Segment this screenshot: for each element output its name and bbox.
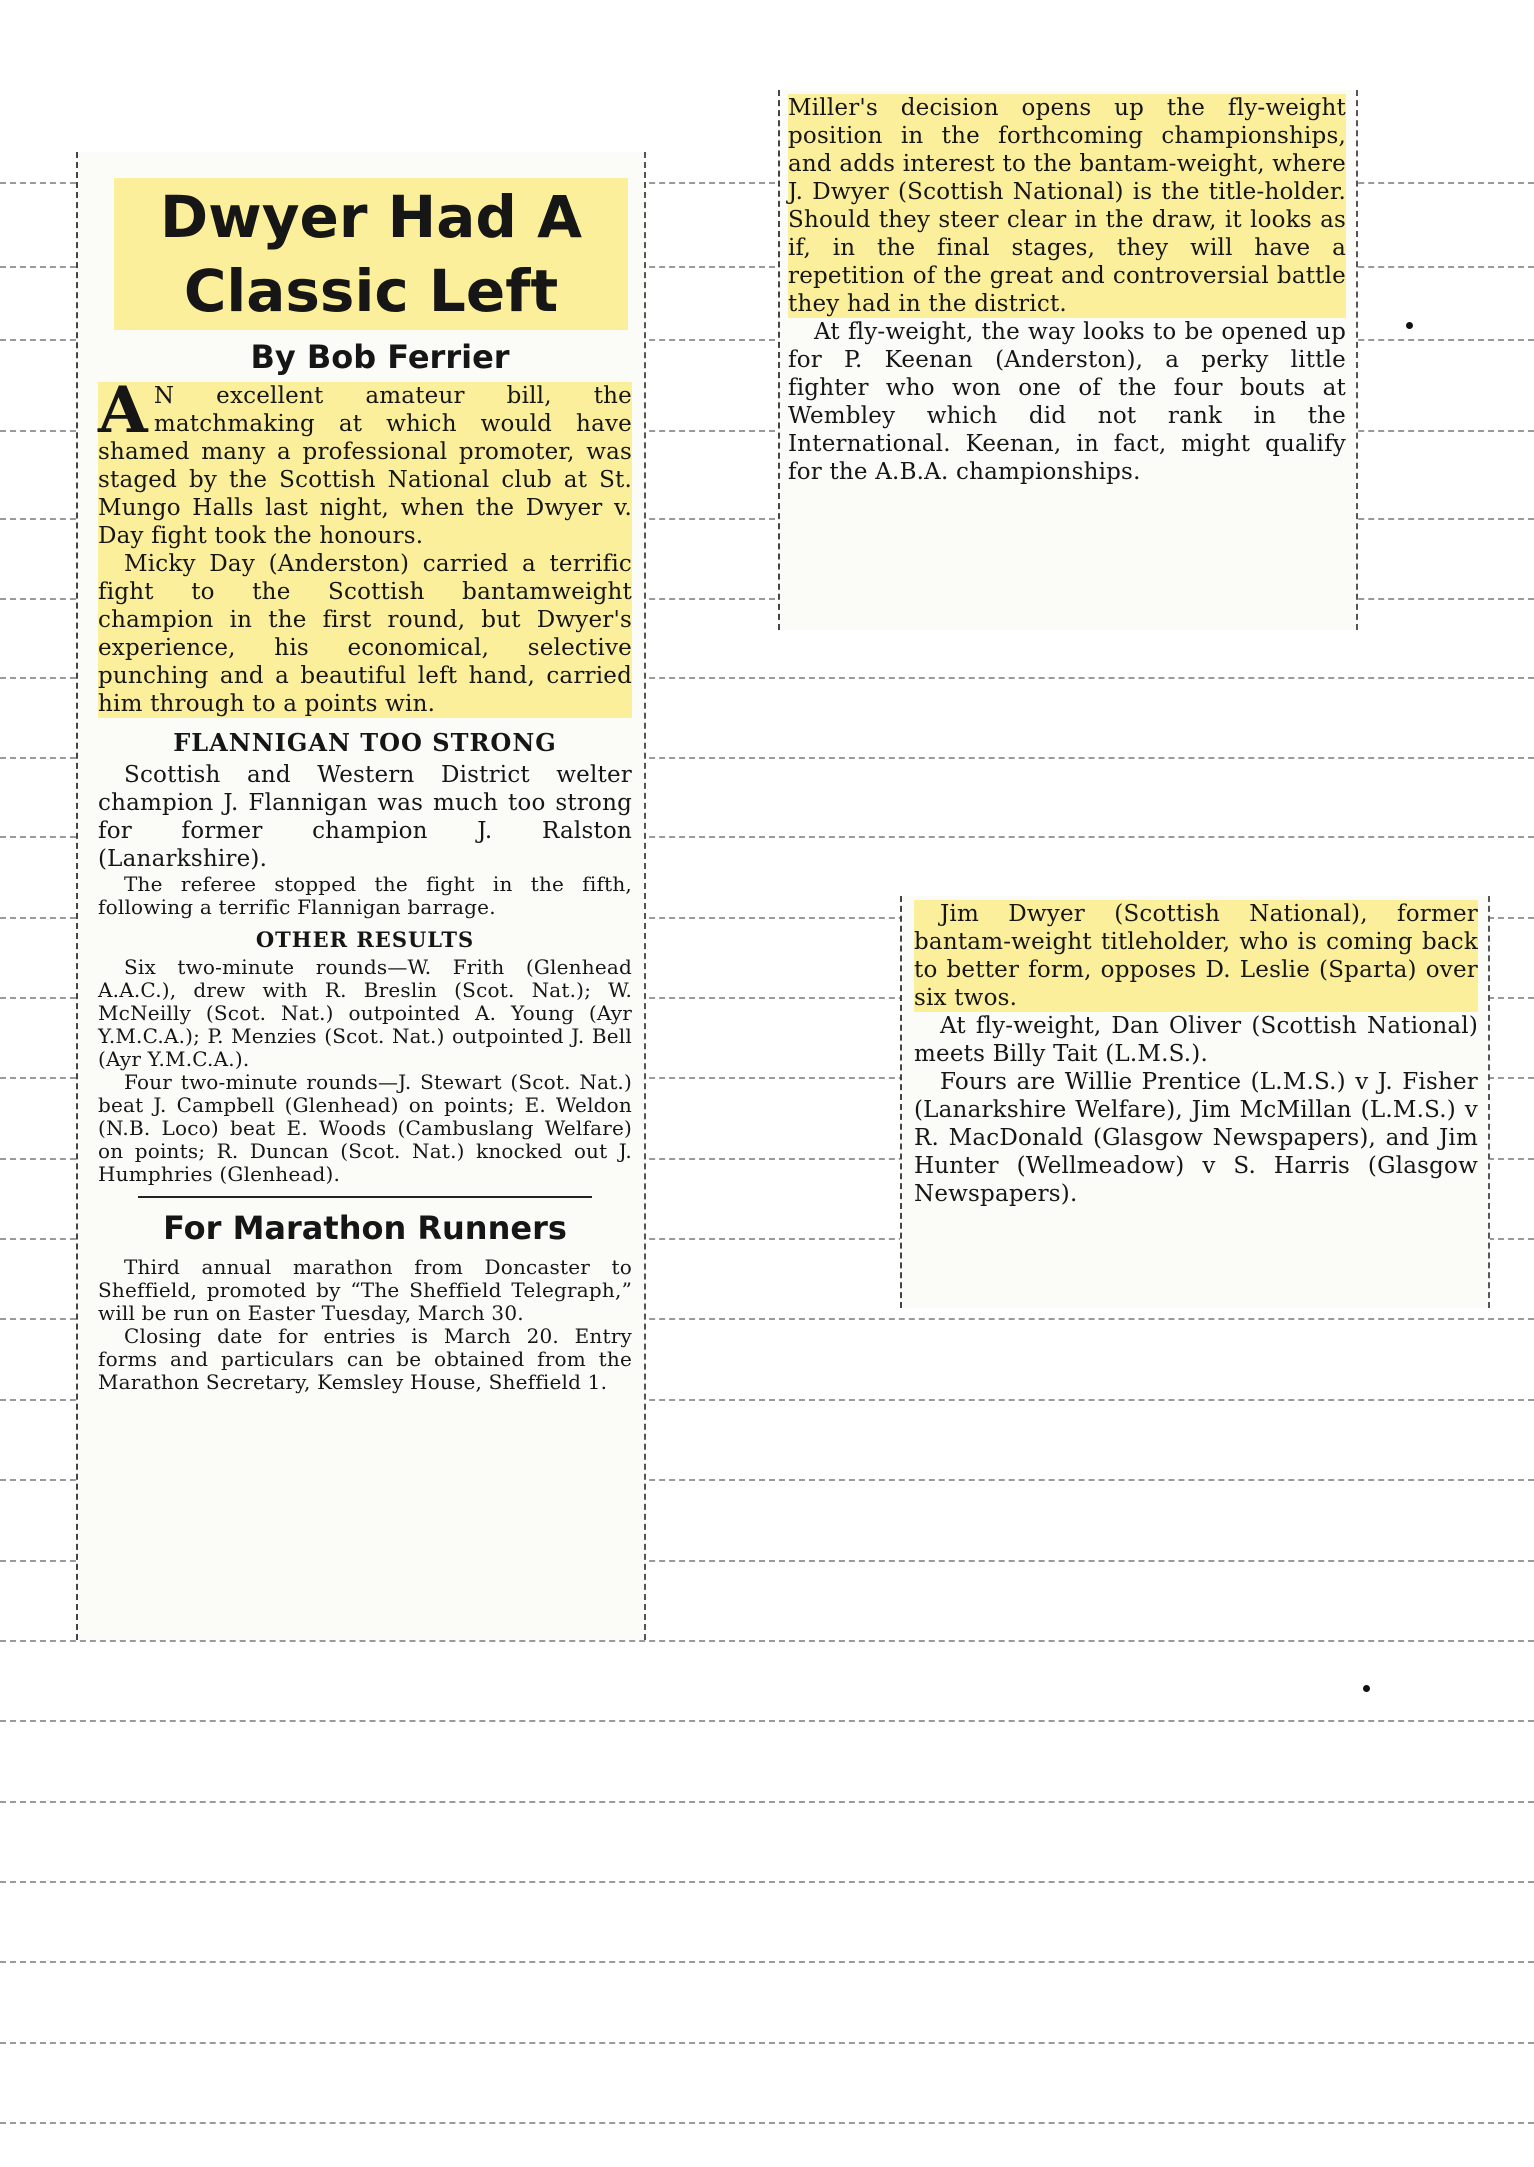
divider: [138, 1196, 592, 1198]
paragraph: Fours are Willie Prentice (L.M.S.) v J. Fisher (Lanarkshire Welfare), Jim McMillan (L.M.S.) v R. MacDonald (Glasgow Newspapers), and Jim Hunter (Wellmeadow) v S. Harris (Glasgow Newspapers).: [914, 1069, 1478, 1207]
paragraph: Closing date for entries is March 20. Entry forms and particulars can be obtained from the Marathon Secretary, Kemsley House, Sheffield 1.: [98, 1324, 632, 1394]
dropcap: A: [98, 373, 148, 448]
paragraph: Six two-minute rounds—W. Frith (Glenhead A.A.C.), drew with R. Breslin (Scot. Nat.); W. McNeilly (Scot. Nat.) outpointed A. Young (Ayr Y.M.C.A.); P. Menzies (Scot. Nat.) outpointed J. Bell (Ayr Y.M.C.A.).: [98, 955, 632, 1071]
paragraph: Scottish and Western District welter champion J. Flannigan was much too strong for former champion J. Ralston (Lanarkshire).: [98, 762, 632, 872]
subhead-flannigan: FLANNIGAN TOO STRONG: [173, 728, 557, 757]
top-right-clipping: [778, 90, 1358, 630]
headline-block: [114, 178, 628, 330]
headline: Dwyer Had A Classic Left: [160, 183, 582, 325]
paragraph: Four two-minute rounds—J. Stewart (Scot. Nat.) beat J. Campbell (Glenhead) on points; E. Weldon (N.B. Loco) beat E. Woods (Cambuslang Welfare) on points; R. Duncan (Scot. Nat.) knocked out J. Humphries (Glenhead).: [98, 1070, 632, 1186]
paragraph: Micky Day (Anderston) carried a terrific fight to the Scottish bantamweight champion in the first round, but Dwyer's experience, his economical, selective punching and a beautiful left hand, carried him through to a points win.: [98, 551, 632, 717]
highlighted-text: [914, 900, 1478, 1012]
highlighted-text: [788, 94, 1346, 318]
paragraph: Miller's decision opens up the fly-weight position in the forthcoming championships, and adds interest to the bantam-weight, where J. Dwyer (Scottish National) is the title-holder. Should they steer clear in the draw, it looks as if, in the final stages, they will have a repetition of the great and controversial battle they had in the district.: [788, 95, 1346, 317]
ink-dot: [1406, 322, 1413, 329]
highlighted-intro: [98, 373, 632, 718]
left-clipping: [76, 152, 646, 1640]
byline: By Bob Ferrier: [250, 338, 510, 376]
paragraph: At fly-weight, Dan Oliver (Scottish National) meets Billy Tait (L.M.S.).: [914, 1013, 1478, 1067]
headline-marathon: For Marathon Runners: [163, 1209, 567, 1247]
paragraph: Jim Dwyer (Scottish National), former bantam-weight titleholder, who is coming back to better form, opposes D. Leslie (Sparta) over six twos.: [914, 901, 1478, 1011]
intro-paragraph: A N excellent amateur bill, the matchmaking at which would have shamed many a professional promoter, was staged by the Scottish National club at St. Mungo Halls last night, when the Dwyer v. Day fight took the honours.: [98, 373, 632, 549]
mid-right-clipping: [900, 896, 1490, 1308]
subhead-other-results: OTHER RESULTS: [255, 927, 475, 952]
ink-dot: [1363, 1685, 1370, 1692]
paragraph: Third annual marathon from Doncaster to Sheffield, promoted by “The Sheffield Telegraph,” will be run on Easter Tuesday, March 30.: [98, 1255, 632, 1325]
paragraph: The referee stopped the fight in the fifth, following a terrific Flannigan barrage.: [98, 872, 632, 919]
paragraph: At fly-weight, the way looks to be opened up for P. Keenan (Anderston), a perky little fighter who won one of the four bouts at Wembley which did not rank in the International. Keenan, in fact, might qualify for the A.B.A. championships.: [788, 319, 1346, 485]
